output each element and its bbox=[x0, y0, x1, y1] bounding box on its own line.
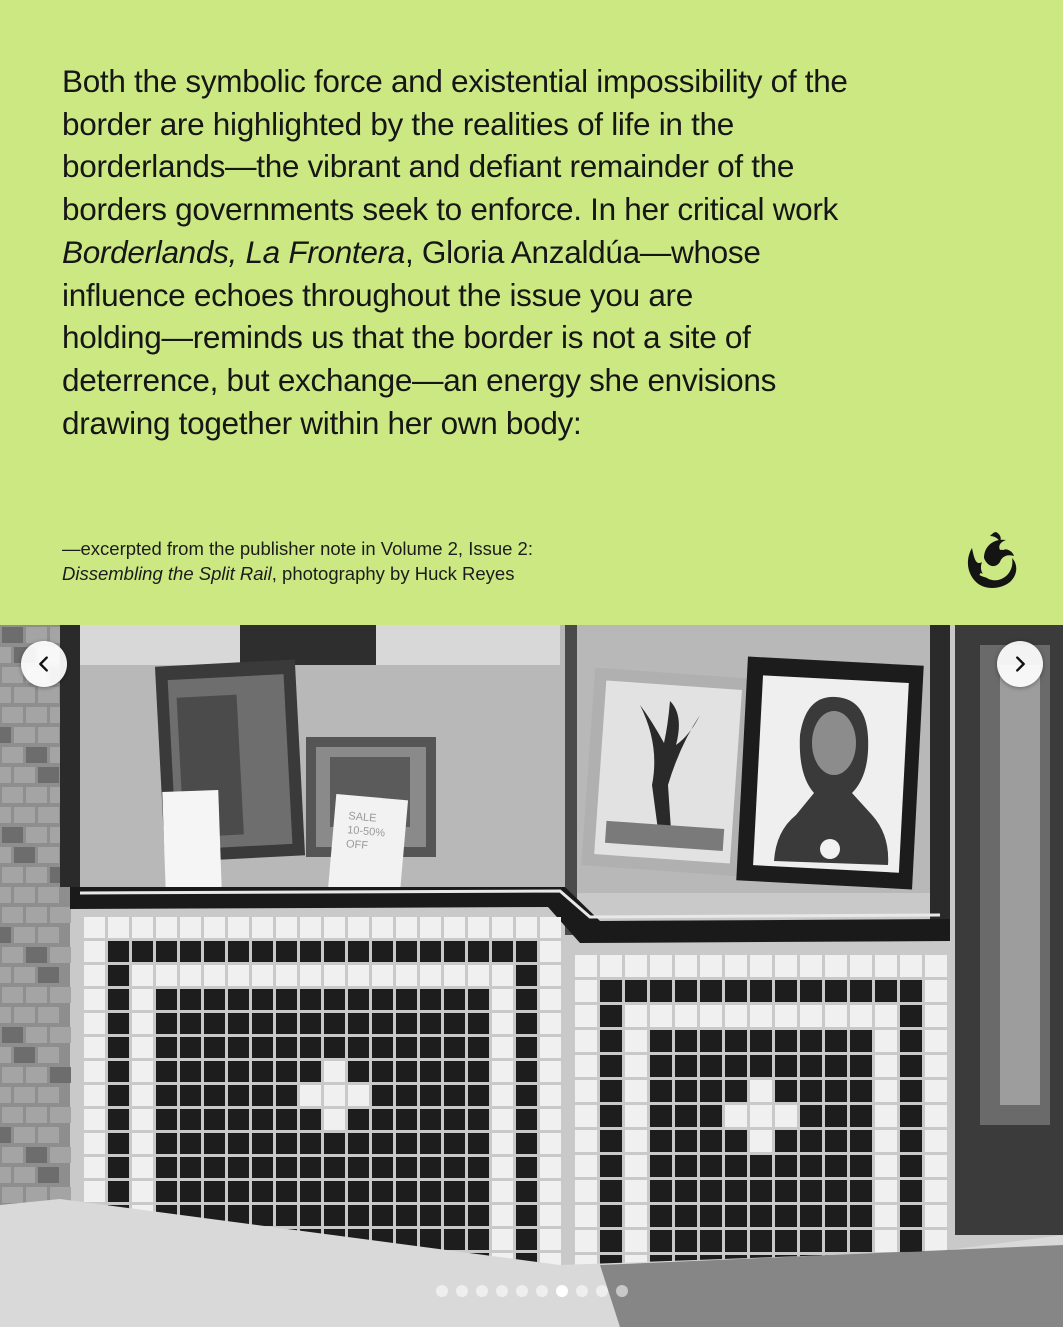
sale-sign-text: SALE bbox=[347, 810, 377, 825]
carousel-dot[interactable] bbox=[436, 1285, 448, 1297]
quote-text: holding—reminds us that the border is not a site of bbox=[62, 319, 751, 356]
quote-line bbox=[62, 277, 693, 313]
carousel-dot[interactable] bbox=[616, 1285, 628, 1297]
carousel-dot[interactable] bbox=[596, 1285, 608, 1297]
chevron-left-icon bbox=[33, 653, 55, 675]
quote-line bbox=[62, 63, 848, 99]
credit-suffix: , photography by Huck Reyes bbox=[271, 563, 515, 584]
quote-text: borders governments seek to enforce. In her critical work bbox=[62, 191, 838, 228]
window-frame-mullion bbox=[565, 625, 577, 935]
quote-line bbox=[62, 362, 776, 398]
text-panel bbox=[0, 0, 1063, 625]
carousel-dot[interactable] bbox=[536, 1285, 548, 1297]
publisher-note-quote bbox=[62, 60, 1022, 444]
chevron-right-icon bbox=[1009, 653, 1031, 675]
carousel-dot-active[interactable] bbox=[556, 1285, 568, 1297]
carousel-dot[interactable] bbox=[576, 1285, 588, 1297]
window-frame-right bbox=[930, 625, 950, 925]
quote-text: , Gloria Anzaldúa—whose bbox=[405, 233, 761, 270]
quote-line bbox=[62, 106, 734, 142]
sale-sign-text: 10-50% bbox=[346, 824, 386, 840]
sale-sign-text: OFF bbox=[345, 838, 369, 852]
storefront-photo bbox=[0, 625, 1063, 1327]
quote-line bbox=[62, 234, 761, 270]
credit-line: —excerpted from the publisher note in Volume 2, Issue 2: bbox=[62, 538, 533, 559]
placard-card bbox=[162, 790, 221, 892]
carousel-prev-button[interactable] bbox=[21, 641, 67, 687]
quote-text: influence echoes throughout the issue you are bbox=[62, 276, 693, 313]
sale-sign bbox=[328, 794, 408, 896]
quote-text: deterrence, but exchange—an energy she envisions bbox=[62, 361, 777, 398]
carousel-pagination-dots bbox=[0, 1285, 1063, 1297]
quote-line bbox=[62, 148, 794, 184]
quote-text: drawing together within her own body: bbox=[62, 404, 582, 441]
carousel-next-button[interactable] bbox=[997, 641, 1043, 687]
excerpt-credit bbox=[62, 536, 862, 586]
quote-text: Both the symbolic force and existential impossibility of the bbox=[62, 63, 848, 99]
quote-text: border are highlighted by the realities of life in the bbox=[62, 105, 734, 142]
quote-line bbox=[62, 191, 838, 227]
storefront-photo-illustration bbox=[0, 625, 1063, 1327]
carousel-dot[interactable] bbox=[516, 1285, 528, 1297]
carousel-dot[interactable] bbox=[456, 1285, 468, 1297]
carousel-dot[interactable] bbox=[476, 1285, 488, 1297]
quote-line bbox=[62, 405, 581, 441]
quote-book-title: Borderlands, La Frontera bbox=[62, 233, 405, 270]
framed-tree-drawing bbox=[581, 668, 754, 877]
framed-portrait-drawing bbox=[736, 657, 923, 890]
publisher-bird-logo-icon bbox=[962, 528, 1020, 592]
quote-text: borderlands—the vibrant and defiant remainder of the bbox=[62, 148, 795, 185]
credit-title: Dissembling the Split Rail bbox=[62, 563, 272, 584]
quote-line bbox=[62, 319, 751, 355]
carousel-dot[interactable] bbox=[496, 1285, 508, 1297]
